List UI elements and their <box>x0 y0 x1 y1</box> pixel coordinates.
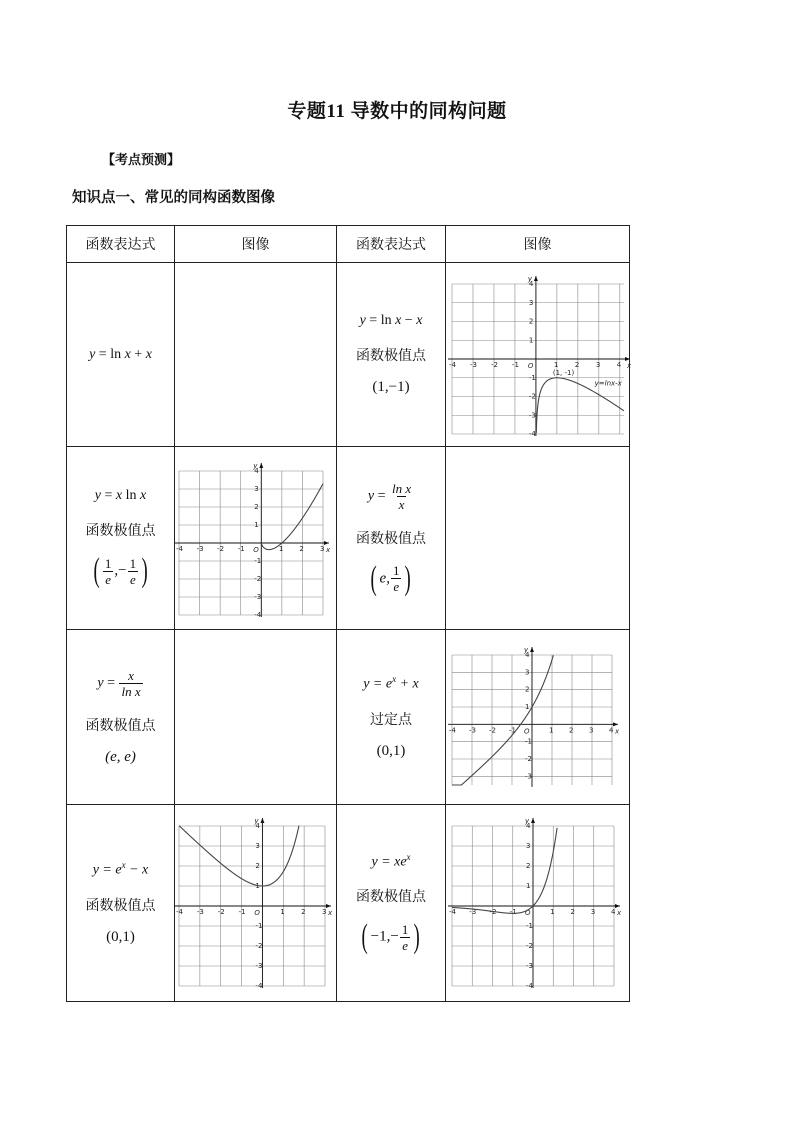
table-row <box>67 447 630 630</box>
formula-ln-x-over-x: y = $\frac{\text{ln x}}{x}$ <box>367 480 412 512</box>
y-axis-arrow <box>530 647 534 652</box>
formula-e-x-minus-x: $y = e^x - x$ <box>92 860 149 878</box>
y-tick-label: -4 <box>526 982 533 990</box>
y-tick-label: -2 <box>254 575 262 583</box>
graph-cell <box>175 805 337 1002</box>
function-curve <box>261 484 323 550</box>
x-tick-label: 1 <box>550 908 555 916</box>
y-axis-arrow <box>259 463 263 468</box>
formula-ln-x-plus-x: y = ln x + x <box>89 346 152 362</box>
table-row <box>67 263 630 447</box>
formula-cell <box>67 263 175 447</box>
x-tick-label: 3 <box>320 545 325 553</box>
y-tick-label: 3 <box>254 485 259 493</box>
y-tick-label: -2 <box>526 942 533 950</box>
y-tick-label: 4 <box>254 467 259 475</box>
graph-cell <box>446 263 630 447</box>
formula-cell <box>337 805 446 1002</box>
extremum-point: (1,−1) <box>372 379 410 395</box>
x-axis-arrow <box>613 722 618 726</box>
extremum-label: 函数极值点 <box>356 890 426 906</box>
x-tick-label: -3 <box>196 908 204 916</box>
extremum-point: (0,1) <box>106 928 135 945</box>
y-tick-label: -3 <box>525 771 532 780</box>
table-row <box>67 630 630 805</box>
graph-x-e-x <box>446 810 624 996</box>
y-tick-label: -2 <box>525 754 532 763</box>
origin-label: O <box>254 909 260 917</box>
x-axis-label: x <box>328 909 333 917</box>
extremum-point: (e, e) <box>105 749 136 765</box>
formula-x-ln-x: y = x ln x <box>94 488 147 503</box>
y-tick-label: -3 <box>254 593 262 601</box>
y-axis-label: y <box>524 645 529 654</box>
y-tick-label: -1 <box>526 922 533 930</box>
y-tick-label: -3 <box>526 962 533 970</box>
y-tick-label: 1 <box>528 335 534 344</box>
formula-cell <box>337 263 446 447</box>
y-axis-arrow <box>260 818 264 823</box>
formula-cell <box>67 805 175 1002</box>
x-tick-label: -2 <box>490 360 498 369</box>
formula-cell <box>337 630 446 805</box>
x-tick-label: -3 <box>196 545 204 553</box>
origin-label: O <box>527 361 534 370</box>
origin-label: O <box>525 909 531 917</box>
extremum-label: 函数极值点 <box>356 531 426 547</box>
x-axis-arrow <box>625 357 630 361</box>
y-axis-arrow <box>531 818 535 823</box>
origin-label: O <box>524 726 530 735</box>
y-tick-label: 3 <box>255 842 260 850</box>
x-axis-label: x <box>326 546 331 554</box>
y-tick-label: -1 <box>255 922 263 930</box>
x-tick-label: 1 <box>278 545 284 553</box>
y-tick-label: 1 <box>525 702 530 711</box>
graph-cell-empty <box>446 447 630 630</box>
y-tick-label: 2 <box>526 862 531 870</box>
fixed-point-label: 过定点 <box>370 712 412 728</box>
x-tick-label: -1 <box>509 725 516 734</box>
x-tick-label: -4 <box>449 360 456 369</box>
y-tick-label: -3 <box>255 962 263 970</box>
header-cell: 函数表达式 <box>337 226 446 263</box>
y-tick-label: -1 <box>525 737 532 746</box>
y-axis-label: y <box>254 817 259 825</box>
x-tick-label: -2 <box>489 908 497 916</box>
formula-e-x-plus-x: $y = e^x + x$ <box>363 674 419 692</box>
y-tick-label: -2 <box>528 392 536 400</box>
x-tick-label: -3 <box>469 725 476 734</box>
extremum-label: 函数极值点 <box>85 898 156 914</box>
header-cell: 图像 <box>446 226 630 263</box>
table-row <box>67 805 630 1002</box>
x-tick-label: 3 <box>590 908 596 916</box>
y-axis-label: y <box>527 274 533 283</box>
y-tick-label: -4 <box>528 429 536 438</box>
formula-ln-x-minus-x: y = ln x − x <box>359 313 423 328</box>
extremum-point: ( −1,− $\frac{1}{e}$ ) <box>361 918 421 956</box>
y-tick-label: -4 <box>254 611 262 619</box>
formula-x-over-ln-x: y = $\frac{x}{\text{ln x}}$ <box>97 668 141 699</box>
x-tick-label: -4 <box>176 908 183 916</box>
function-curve <box>452 655 553 785</box>
y-tick-label: 1 <box>254 521 259 529</box>
extremum-annotation: (1, -1) <box>552 368 575 377</box>
knowledge-point-heading: 知识点一、常见的同构函数图像 <box>72 190 275 206</box>
y-tick-label: 4 <box>525 650 530 659</box>
graph-cell-empty <box>175 263 337 447</box>
graph-cell <box>446 805 630 1002</box>
table-header-row <box>67 226 630 263</box>
extremum-label: 函数极值点 <box>85 524 156 539</box>
x-tick-label: 3 <box>595 360 601 369</box>
y-tick-label: 3 <box>526 842 531 850</box>
x-axis-arrow <box>615 904 620 908</box>
x-tick-label: 3 <box>322 908 327 916</box>
header-cell: 图像 <box>175 226 337 263</box>
header-cell: 函数表达式 <box>67 226 175 263</box>
x-tick-label: -2 <box>217 545 225 553</box>
x-tick-label: 3 <box>589 725 594 734</box>
x-tick-label: 4 <box>611 908 616 916</box>
x-tick-label: -1 <box>509 908 517 916</box>
x-axis-label: x <box>615 726 620 735</box>
formula-cell <box>67 447 175 630</box>
y-axis-label: y <box>253 462 258 470</box>
y-tick-label: -4 <box>255 982 263 990</box>
graph-cell-empty <box>175 630 337 805</box>
x-tick-label: -1 <box>238 908 246 916</box>
y-tick-label: -3 <box>528 410 536 419</box>
formula-cell <box>337 447 446 630</box>
section-label: 【考点预测】 <box>102 152 181 167</box>
x-tick-label: 1 <box>549 725 554 734</box>
graph-cell <box>446 630 630 805</box>
fixed-point: (0,1) <box>376 742 406 759</box>
extremum-label: 函数极值点 <box>356 349 426 364</box>
x-axis-arrow <box>326 904 331 908</box>
function-table <box>66 225 630 1002</box>
x-tick-label: 1 <box>553 360 559 369</box>
curve-label: y=lnx-x <box>594 378 622 387</box>
origin-label: O <box>253 546 259 554</box>
extremum-point: ( $\frac{1}{e}$ ,− $\frac{1}{e}$ ) <box>93 552 148 589</box>
y-tick-label: 4 <box>528 279 534 288</box>
y-tick-label: 3 <box>528 298 534 307</box>
x-tick-label: -2 <box>217 908 225 916</box>
y-tick-label: 1 <box>526 882 531 890</box>
y-tick-label: 2 <box>254 503 259 511</box>
formula-x-e-x: $y = xe^x$ <box>371 851 411 870</box>
function-curve <box>452 828 557 914</box>
x-tick-label: 2 <box>574 360 580 369</box>
x-tick-label: 2 <box>301 908 306 916</box>
x-tick-label: -4 <box>449 908 456 916</box>
graph-cell <box>175 447 337 630</box>
y-tick-label: 2 <box>528 317 534 325</box>
y-tick-label: 2 <box>525 685 530 694</box>
x-tick-label: -4 <box>449 725 456 734</box>
x-tick-label: -1 <box>237 545 245 553</box>
y-axis-label: y <box>525 817 530 825</box>
graph-e-x-minus-x <box>175 810 335 996</box>
y-axis-arrow <box>534 276 538 281</box>
extremum-point: ( e, $\frac{1}{e}$ ) <box>370 559 412 597</box>
y-tick-label: 4 <box>526 822 531 830</box>
x-tick-label: -4 <box>176 545 183 553</box>
graph-e-x-plus-x <box>446 635 624 800</box>
y-tick-label: 3 <box>525 667 530 676</box>
y-tick-label: -1 <box>254 557 262 565</box>
x-tick-label: 2 <box>569 725 574 734</box>
y-tick-label: 1 <box>255 882 260 890</box>
x-tick-label: -1 <box>511 360 519 369</box>
x-axis-label: x <box>617 909 622 917</box>
graph-x-ln-x <box>175 453 335 623</box>
y-tick-label: 4 <box>255 822 260 830</box>
extremum-label: 函数极值点 <box>85 719 156 734</box>
page-title: 专题11 导数中的同构问题 <box>287 101 507 122</box>
x-axis-label: x <box>627 361 632 370</box>
y-tick-label: 2 <box>255 862 260 870</box>
x-tick-label: 2 <box>570 908 575 916</box>
y-tick-label: -1 <box>528 373 536 382</box>
x-tick-label: 4 <box>616 360 622 369</box>
formula-cell <box>67 630 175 805</box>
x-tick-label: -3 <box>469 360 477 369</box>
function-curve <box>179 826 299 886</box>
x-tick-label: 4 <box>609 725 614 734</box>
x-tick-label: 2 <box>299 545 304 553</box>
x-tick-label: -2 <box>489 725 496 734</box>
graph-ln-x-minus-x <box>446 270 632 440</box>
x-tick-label: -3 <box>469 908 477 916</box>
x-tick-label: 1 <box>280 908 285 916</box>
y-tick-label: -2 <box>255 942 263 950</box>
x-axis-arrow <box>324 541 329 545</box>
